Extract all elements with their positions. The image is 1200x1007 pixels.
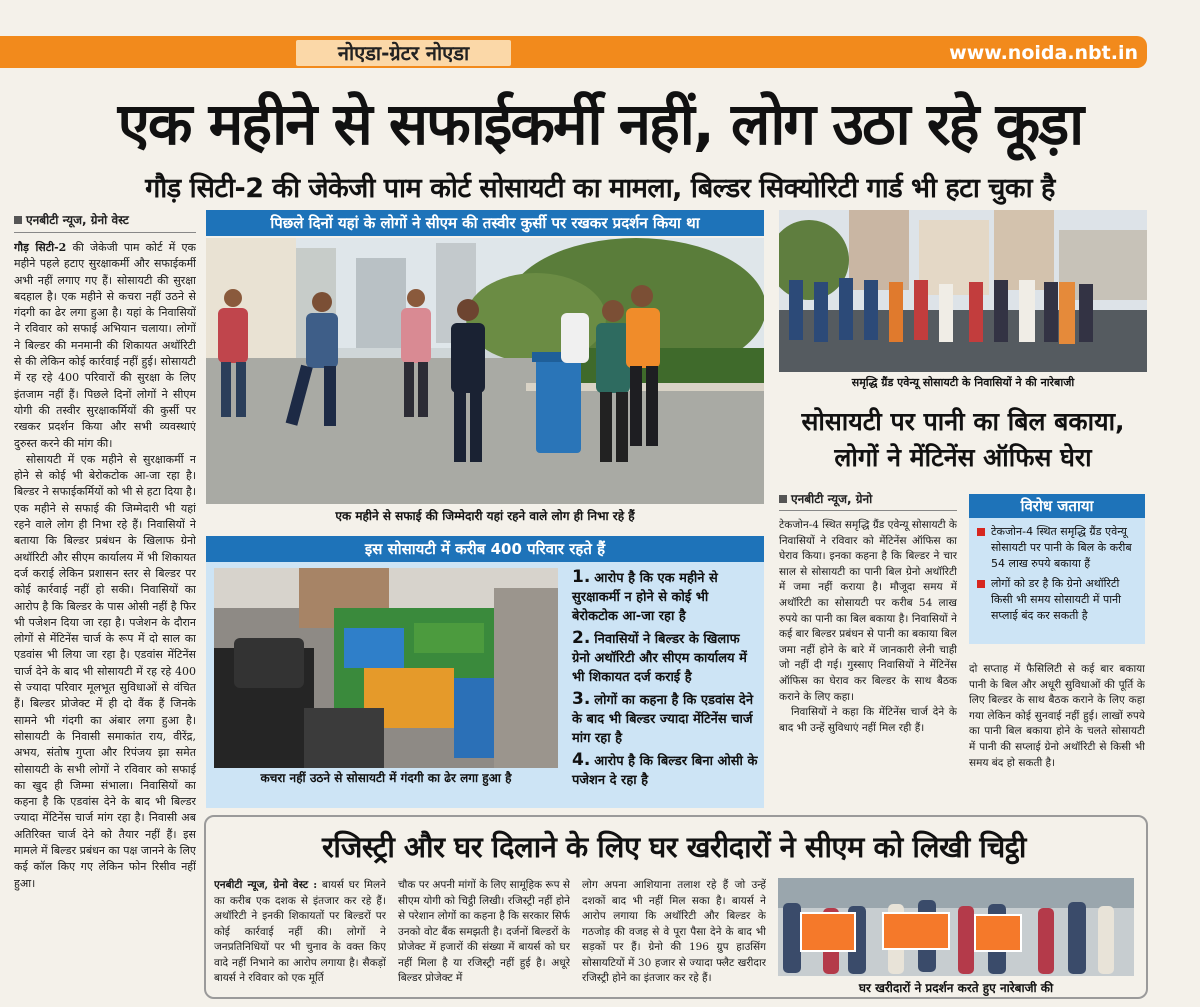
bottom-headline: रजिस्ट्री और घर दिलाने के लिए घर खरीदारों ने सीएम को लिखी चिट्ठी: [322, 830, 1026, 864]
buyers-protest-photo: [778, 878, 1134, 976]
buyers-protest-caption: घर खरीदारों ने प्रदर्शन करते हुए नारेबाजी की: [858, 981, 1054, 995]
society-protest-photo: [779, 210, 1147, 372]
bottom-col-2: चौक पर अपनी मांगों के लिए सामूहिक रूप से सीएम योगी को चिट्ठी लिखी। रजिस्ट्री नहीं होने से परेशान लोगों का कहना है कि सरकार सिर्फ उनको वोट बैंक समझती है। दर्जनों बिल्डरों के प्रोजेक्ट में हजारों की संख्या में बायर्स को घर नहीं मिला है या रजिस्ट्री नहीं हुई है। अधूरे बिल्डर प्रोजेक्ट में: [398, 879, 570, 984]
protest-items-list: [969, 518, 1145, 624]
protest-placard: [800, 912, 856, 952]
families-banner: इस सोसायटी में करीब 400 परिवार रहते हैं: [206, 536, 764, 562]
water-paragraph-1: टेकजोन-4 स्थित समृद्धि ग्रैंड एवेन्यू सोसायटी के निवासियों ने रविवार को मेंटिनेंस ऑफिस का घेराव किया। इनका कहना है कि बिल्डर ने चार साल से सोसायटी का पानी बिल ग्रेनो अथॉरिटी में जमा नहीं कराया है। मौजूदा समय में अथॉरिटी का सोसायटी पर करीब 54 लाख रुपये का पानी का बिल बकाया है। निवासियों ने कई बार बिल्डर प्रबंधन से पानी का बकाया बिल जमा नहीं होने के बारे में जानकारी लेनी चाही जो नहीं दी गई। गुस्साए निवासियों ने मेंटिनेंस ऑफिस का घेराव कर बिल्डर के साथ बैठक कराने के लिए कहा।: [779, 519, 957, 703]
cleanup-photo-illustration: [206, 238, 764, 504]
garbage-caption: कचरा नहीं उठने से सोसायटी में गंदगी का ढेर लगा हुआ है: [260, 771, 512, 785]
water-paragraph-2: निवासियों ने कहा कि मेंटिनेंस चार्ज देने के बाद भी उन्हें सुविधाएं नहीं मिल रही हैं।: [779, 706, 957, 734]
bottom-col-3: लोग अपना आशियाना तलाश रहे हैं जो उन्हें दशकों बाद भी नहीं मिल सका है। बायर्स ने आरोप लगाया कि अथॉरिटी और बिल्डर के गठजोड़ की वजह से वे पूरा पैसा देने के बाद भी सड़कों पर हैं। ग्रेनो की 196 ग्रुप हाउसिंग सोसायटियों में 30 हजार से ज्यादा फ्लैट खरीदार रजिस्ट्री होने का इंतजार कर रहे हैं।: [582, 879, 766, 984]
bottom-col-1-text: बायर्स घर मिलने का करीब एक दशक से इंतजार कर रहे हैं। अथॉरिटी ने इनकी शिकायतों पर बिल्डरों पर कोई कार्रवाई नहीं की। लोगों ने जनप्रतिनिधियों पर भी चुनाव के वक्त किए वादे नहीं निभाने का आरोप लगाया है। सैकड़ों बायर्स ने रविवार को एक मूर्ति: [214, 879, 386, 984]
divider: [779, 510, 957, 511]
cleanup-photo: [206, 238, 764, 504]
society-protest-illustration: [779, 210, 1147, 372]
water-story-body: [779, 518, 957, 808]
key-point: [572, 690, 758, 748]
key-point-text: आरोप है कि एक महीने से सुरक्षाकर्मी न होने से कोई भी बेरोकटोक आ-जा रहा है: [572, 571, 718, 624]
main-story-body: [14, 240, 196, 1000]
protest-item: लोगों को डर है कि ग्रेनो अथॉरिटी किसी भी समय सोसायटी में पानी सप्लाई बंद कर सकती है: [977, 576, 1139, 624]
protest-box-title: विरोध जताया: [969, 494, 1145, 518]
section-title: नोएडा-ग्रेटर नोएडा: [296, 40, 511, 66]
protest-item: टेकजोन-4 स्थित समृद्धि ग्रैंड एवेन्यू सोसायटी पर पानी के बिल के करीब 54 लाख रुपये बकाया हैं: [977, 524, 1139, 572]
divider: [14, 232, 196, 233]
key-point-text: निवासियों ने बिल्डर के खिलाफ ग्रेनो अथॉरिटी और सीएम कार्यालय में भी शिकायत दर्ज कराई है: [572, 632, 747, 685]
key-point-number: 3.: [572, 689, 591, 709]
key-point: [572, 751, 758, 790]
key-point-number: 1.: [572, 567, 591, 587]
key-point: [572, 629, 758, 687]
main-subheadline: गौड़ सिटी-2 की जेकेजी पाम कोर्ट सोसायटी का मामला, बिल्डर सिक्योरिटी गार्ड भी हटा चुका है: [145, 173, 1055, 204]
protest-placard: [974, 914, 1022, 952]
photo-caption: एक महीने से सफाई की जिम्मेदारी यहां रहने वाले लोग ही निभा रहे हैं: [335, 509, 635, 523]
key-point-number: 2.: [572, 628, 591, 648]
society-protest-caption: समृद्धि ग्रैंड एवेन्यू सोसायटी के निवासियों ने की नारेबाजी: [851, 376, 1075, 389]
bottom-byline: एनबीटी न्यूज, ग्रेनो वेस्ट :: [214, 879, 318, 891]
water-headline-line-2: लोगों ने मेंटिनेंस ऑफिस घेरा: [834, 443, 1092, 472]
garbage-photo: [214, 568, 558, 768]
key-point-text: आरोप है कि बिल्डर बिना ओसी के पजेशन दे रहा है: [572, 754, 758, 788]
main-byline: एनबीटी न्यूज, ग्रेनो वेस्ट: [14, 211, 129, 228]
water-headline-line-1: सोसायटी पर पानी का बिल बकाया,: [801, 407, 1125, 436]
main-headline: एक महीने से सफाईकर्मी नहीं, लोग उठा रहे कूड़ा: [117, 90, 1083, 158]
protest-info-box: [969, 494, 1145, 644]
water-paragraph-3: दो सप्ताह में फैसिलिटी से कई बार बकाया पानी के बिल और अधूरी सुविधाओं की पूर्ति के लिए बिल्डर के साथ बैठक कराने के लिए कहा गया लेकिन कोई सुनवाई नहीं हुई। लाखों रुपये का पानी बिल बकाया होने के चलते सोसायटी में पानी की सप्लाई ग्रेनो अथॉरिटी से किसी भी समय बंद हो सकती है।: [969, 663, 1145, 769]
water-headline: [779, 404, 1147, 476]
photo-banner: पिछले दिनों यहां के लोगों ने सीएम की तस्वीर कुर्सी पर रखकर प्रदर्शन किया था: [206, 210, 764, 236]
protest-placard: [882, 912, 950, 950]
body-lead: गौड़ सिटी-2: [14, 241, 67, 254]
bottom-col-1: [214, 878, 386, 996]
key-point-text: लोगों का कहना है कि एडवांस देने के बाद भी बिल्डर ज्यादा मेंटिनेंस चार्ज मांग रहा है: [572, 693, 754, 746]
key-point-number: 4.: [572, 750, 591, 770]
website-url[interactable]: www.noida.nbt.in: [949, 42, 1138, 64]
body-paragraph-1: की जेकेजी पाम कोर्ट में एक महीने पहले हटाए सुरक्षाकर्मी और सफाईकर्मी अभी नहीं लगाए गए हैं। सोसायटी की सुरक्षा बदहाल है। एक महीने से कचरा नहीं उठने से गंदगी का ढेर लगा हुआ है। यहां के निवासियों ने रविवार को सफाई अभियान चलाया। लोगों ने बिल्डर की मनमानी की शिकायत अथॉरिटी से की लेकिन कोई कार्रवाई नहीं हुई। सोसायटी में रह रहे 400 परिवारों की सुरक्षा के लिए इंतजाम नहीं हैं। पिछले दिनों लोगों ने सीएम योगी की तस्वीर सुरक्षाकर्मियों की कुर्सी पर रखकर प्रदर्शन किया और सभी व्यवस्थाएं दुरुस्त करने की मांग की।: [14, 241, 196, 450]
key-points-list: [572, 568, 758, 793]
body-paragraph-2: सोसायटी में एक महीने से सुरक्षाकर्मी न होने से कोई भी बेरोकटोक आ-जा रहा है। बिल्डर ने सफाईकर्मियों को भी से हटा दिया है। एक महीने से सफाई की जिम्मेदारी भी यहां रहने वाले लोग ही निभा रहे हैं। निवासियों ने बताया कि बिल्डर प्रबंधन के खिलाफ ग्रेनो अथॉरिटी और सीएम कार्यालय में भी शिकायत दर्ज कराई लेकिन प्रशासन स्तर से बिल्डर पर कोई कार्रवाई नहीं हो सकी। निवासियों का आरोप है कि बिल्डर के पास ओसी नहीं है फिर भी पजेशन दिया जा रहा है। पजेशन के दौरान लोगों से मेंटिनेंस चार्ज के रूप में दो साल का एडवांस भी लिया जा रहा है। एडवांस मेंटिनेंस चार्ज देने के बाद भी सोसायटी में रह रहे 400 से ज्यादा परिवार मूलभूत सुविधाओं से वंचित हैं। बिल्डर प्रोजेक्ट में ही दो वैंक हैं जिनके सामने भी गंदगी का अंबार लगा हुआ है। सोसायटी के निवासी समाकांत राय, वीरेंद्र, अभय, संतोष गुप्ता और रिपंजय झा समेत सोसायटी के सभी लोगों ने रविवार को सफाई का खुद ही जिम्मा संभाला। निवासियों का कहना है कि एडवांस देने के बाद भी बिल्डर ज्यादा मेंटिनेंस चार्ज मांग रहा है। निवासी अब अतिरिक्त चार्ज देने को तैयार नहीं हैं। इस मामले में बिल्डर प्रबंधन का पक्ष जानने के लिए कई कॉल किए गए लेकिन फोन रिसीव नहीं हुआ।: [14, 452, 196, 890]
key-point: [572, 568, 758, 626]
garbage-photo-illustration: [214, 568, 558, 768]
water-byline: एनबीटी न्यूज, ग्रेनो: [779, 490, 872, 507]
